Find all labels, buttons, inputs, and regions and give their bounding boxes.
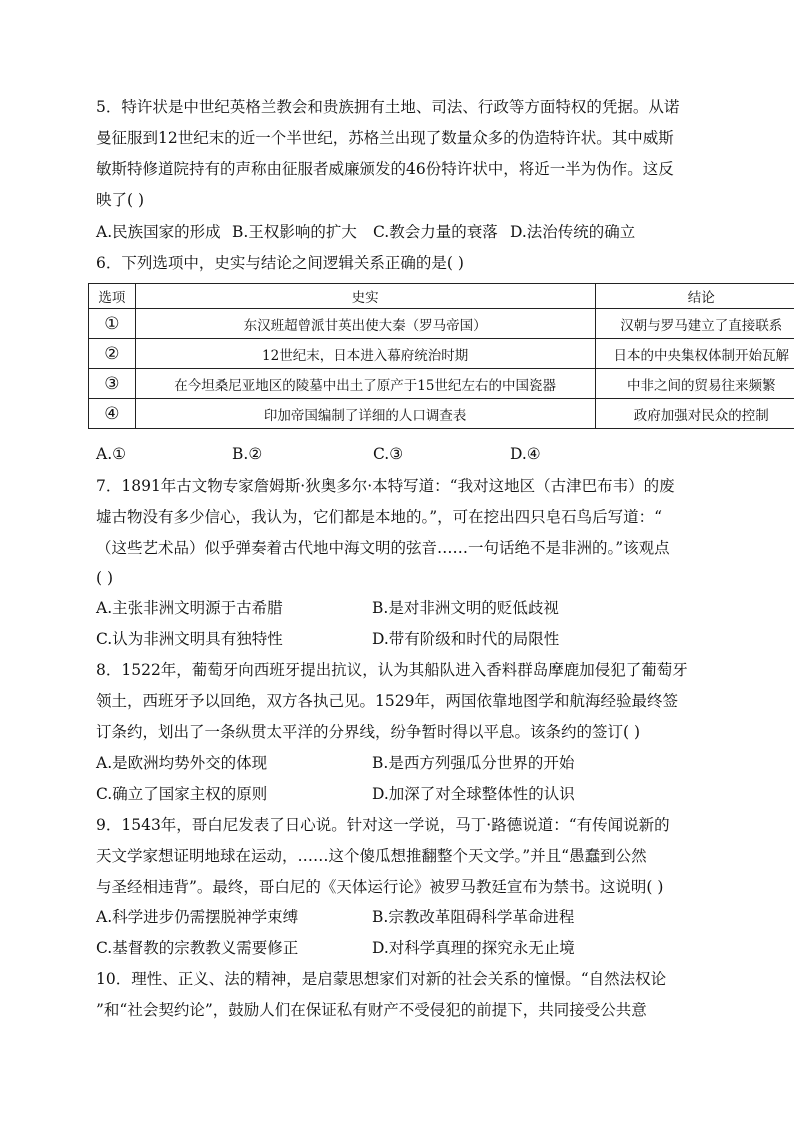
q9-line-3: 与圣经相违背”。最终，哥白尼的《天体运行论》被罗马教廷宣布为禁书。这说明( ): [96, 878, 664, 896]
q7-option-c: C.认为非洲文明具有独特性: [96, 630, 283, 648]
q5-option-b: B.王权影响的扩大: [232, 223, 357, 241]
q5-line-1: 5．特许状是中世纪英格兰教会和贵族拥有土地、司法、行政等方面特权的凭据。从诺: [96, 98, 680, 116]
q6-row-4-fact: 印加帝国编制了详细的人口调查表: [135, 399, 595, 429]
q10-line-1: 10．理性、正义、法的精神，是启蒙思想家们对新的社会关系的憧憬。“自然法权论: [96, 970, 667, 988]
q6-option-c: C.③: [373, 445, 404, 463]
q6-row-3-fact: 在今坦桑尼亚地区的陵墓中出土了原产于15世纪左右的中国瓷器: [135, 369, 595, 399]
q7-line-1: 7．1891年古文物专家詹姆斯·狄奥多尔·本特写道：“我对这地区（古津巴布韦）的废: [96, 477, 675, 495]
q9-option-c: C.基督教的宗教教义需要修正: [96, 939, 299, 957]
q6-option-d: D.④: [510, 445, 541, 463]
q9-option-b: B.宗教改革阻碍科学革命进程: [372, 908, 575, 926]
q5-option-c: C.教会力量的衰落: [373, 223, 498, 241]
q6-table-header: [89, 284, 794, 309]
q5-line-2: 曼征服到12世纪末的近一个半世纪，苏格兰出现了数量众多的伪造特许状。其中威斯: [96, 129, 674, 147]
q6-row-2-fact: 12世纪末，日本进入幕府统治时期: [135, 339, 595, 369]
q7-option-b: B.是对非洲文明的贬低歧视: [372, 599, 559, 617]
q7-option-d: D.带有阶级和时代的局限性: [372, 630, 560, 648]
q6-header-fact: 史实: [135, 284, 595, 309]
q8-line-2: 领土，西班牙予以回绝，双方各执己见。1529年，两国依靠地图学和航海经验最终签: [96, 692, 678, 710]
q9-line-2: 天文学家想证明地球在运动，……这个傻瓜想推翻整个天文学。”并且“愚蠢到公然: [96, 847, 647, 865]
q6-row-3-option: ③: [89, 369, 136, 399]
q6-stem: 6．下列选项中，史实与结论之间逻辑关系正确的是( ): [96, 254, 464, 272]
q6-option-a: A.①: [96, 445, 127, 463]
q6-row-4-option: ④: [89, 399, 136, 429]
q5-line-4: 映了( ): [96, 191, 145, 209]
table-row: [89, 339, 794, 369]
q9-option-a: A.科学进步仍需摆脱神学束缚: [96, 908, 299, 926]
table-row: [89, 369, 794, 399]
q6-row-4-conclusion: 政府加强对民众的控制: [595, 399, 794, 429]
q6-header-option: 选项: [89, 284, 136, 309]
q6-row-2-option: ②: [89, 339, 136, 369]
q9-line-1: 9．1543年，哥白尼发表了日心说。针对这一学说，马丁·路德说道：“有传闻说新的: [96, 816, 670, 834]
q6-row-1-option: ①: [89, 309, 136, 339]
q6-row-3-conclusion: 中非之间的贸易往来频繁: [595, 369, 794, 399]
q6-row-2-conclusion: 日本的中央集权体制开始瓦解: [595, 339, 794, 369]
q5-line-3: 敏斯特修道院持有的声称由征服者威廉颁发的46份特许状中，将近一半为伪作。这反: [96, 160, 674, 178]
q7-option-a: A.主张非洲文明源于古希腊: [96, 599, 283, 617]
q8-line-1: 8．1522年，葡萄牙向西班牙提出抗议，认为其船队进入香料群岛摩鹿加侵犯了葡萄牙: [96, 661, 688, 679]
q8-option-d: D.加深了对全球整体性的认识: [372, 785, 575, 803]
q5-option-a: A.民族国家的形成: [96, 223, 221, 241]
q6-row-1-fact: 东汉班超曾派甘英出使大秦（罗马帝国）: [135, 309, 595, 339]
q8-option-c: C.确立了国家主权的原则: [96, 785, 268, 803]
table-row: [89, 399, 794, 429]
q5-option-d: D.法治传统的确立: [510, 223, 636, 241]
q7-line-3: （这些艺术品）似乎弹奏着古代地中海文明的弦音……一句话绝不是非洲的。”该观点: [96, 539, 670, 557]
q9-option-d: D.对科学真理的探究永无止境: [372, 939, 575, 957]
q10-line-2: ”和“社会契约论”，鼓励人们在保证私有财产不受侵犯的前提下，共同接受公共意: [96, 1001, 647, 1019]
q8-option-a: A.是欧洲均势外交的体现: [96, 754, 268, 772]
q7-line-2: 墟古物没有多少信心，我认为，它们都是本地的。”，可在挖出四只皂石鸟后写道：“: [96, 508, 663, 526]
q7-line-4: ( ): [96, 569, 114, 587]
q6-row-1-conclusion: 汉朝与罗马建立了直接联系: [595, 309, 794, 339]
q6-table: [88, 283, 794, 429]
q6-header-conclusion: 结论: [595, 284, 794, 309]
q8-option-b: B.是西方列强瓜分世界的开始: [372, 754, 575, 772]
q6-option-b: B.②: [232, 445, 263, 463]
q8-line-3: 订条约，划出了一条纵贯太平洋的分界线，纷争暂时得以平息。该条约的签订( ): [96, 723, 641, 741]
table-row: [89, 309, 794, 339]
